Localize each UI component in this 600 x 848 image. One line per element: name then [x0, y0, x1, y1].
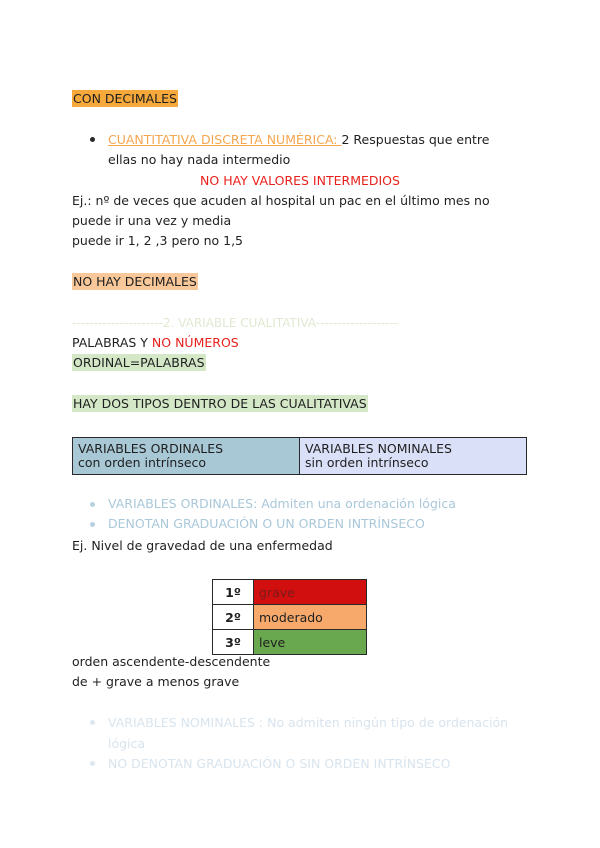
- ordinal-bullet-1: VARIABLES ORDINALES: Admiten una ordenación lógica: [108, 496, 456, 511]
- bullet-cuantitativa-line2: ellas no hay nada intermedio: [108, 152, 291, 167]
- cell-variables-ordinales: VARIABLES ORDINALES con orden intrínseco: [73, 438, 300, 475]
- section-divider: ---------------------2. VARIABLE CUALITATIVA-------------------: [72, 316, 399, 330]
- table-row: [213, 580, 367, 605]
- rank-cell: 2º: [213, 605, 254, 630]
- example-line-3: puede ir 1, 2 ,3 pero no 1,5: [72, 233, 243, 248]
- heading-con-decimales: CON DECIMALES: [73, 91, 177, 106]
- bullet-dot: [90, 720, 95, 725]
- ordinal-bullet-2: DENOTAN GRADUACIÓN O UN ORDEN INTRÍNSECO: [108, 516, 425, 531]
- no-valores-intermedios: NO HAY VALORES INTERMEDIOS: [200, 173, 400, 188]
- example-line-2: puede ir una vez y media: [72, 213, 232, 228]
- heading-dos-tipos: HAY DOS TIPOS DENTRO DE LAS CUALITATIVAS: [73, 396, 367, 411]
- bullet-cuantitativa: CUANTITATIVA DISCRETA NUMÉRICA: 2 Respuestas que entre: [108, 132, 490, 147]
- rank-cell: 3º: [213, 630, 254, 655]
- nominal-bullet-1-line2: lógica: [108, 736, 146, 751]
- bullet-dot: [90, 137, 95, 142]
- orden-line-1: orden ascendente-descendente: [72, 654, 271, 669]
- rank-cell: 1º: [213, 580, 254, 605]
- ordinal-palabras: ORDINAL=PALABRAS: [73, 355, 205, 370]
- table-row: [213, 630, 367, 655]
- palabras-line: PALABRAS Y NO NÚMEROS: [72, 335, 239, 350]
- bullet-dot: [90, 761, 95, 766]
- cell-variables-nominales: VARIABLES NOMINALES sin orden intrínseco: [300, 438, 527, 475]
- moderado-cell: moderado: [254, 605, 367, 630]
- nominal-bullet-1: VARIABLES NOMINALES : No admiten ningún tipo de ordenación: [108, 715, 509, 730]
- leve-cell: leve: [254, 630, 367, 655]
- bullet-dot: [90, 522, 95, 527]
- table-row: [213, 605, 367, 630]
- grave-cell: grave: [254, 580, 367, 605]
- cuantitativa-link[interactable]: CUANTITATIVA DISCRETA NUMÉRICA:: [108, 132, 342, 147]
- orden-line-2: de + grave a menos grave: [72, 674, 240, 689]
- example-line-1: Ej.: nº de veces que acuden al hospital un pac en el último mes no: [72, 193, 490, 208]
- example-gravedad: Ej. Nivel de gravedad de una enfermedad: [72, 538, 333, 553]
- heading-no-decimales: NO HAY DECIMALES: [73, 274, 197, 289]
- gravedad-table: [212, 579, 367, 655]
- variables-table: [72, 437, 527, 475]
- bullet-dot: [90, 502, 95, 507]
- nominal-bullet-2: NO DENOTAN GRADUACIÓN O SIN ORDEN INTRÍNSECO: [108, 756, 451, 771]
